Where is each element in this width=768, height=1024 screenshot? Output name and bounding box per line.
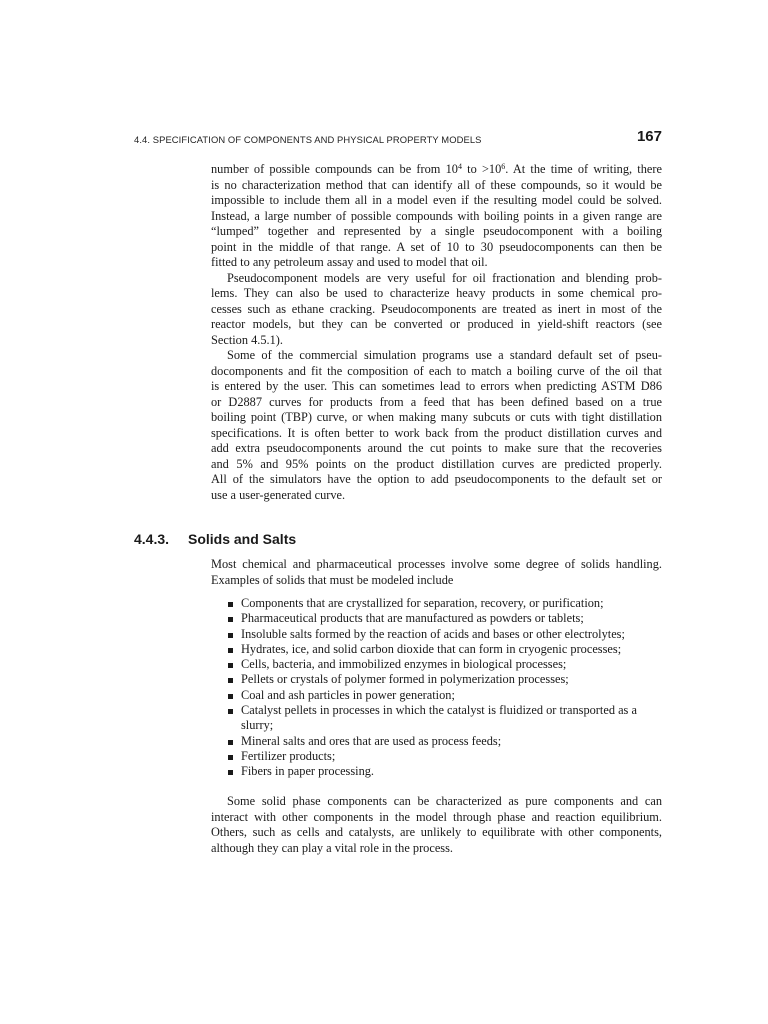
paragraph-lumping xyxy=(211,162,662,271)
list-item: Mineral salts and ores that are used as process feeds; xyxy=(226,734,662,749)
text-line: add extra pseudocomponents around the cut points to make sure that the recoveries xyxy=(211,441,662,455)
text-line: Examples of solids that must be modeled include xyxy=(211,572,454,587)
text-line: point in the middle of that range. A set of 10 to 30 pseudocomponents can then be xyxy=(211,239,662,254)
text-line: and 5% and 95% points on the product distillation curves are predicted properly. xyxy=(211,456,662,471)
list-item: Coal and ash particles in power generation; xyxy=(226,688,662,703)
bullet-square-icon xyxy=(228,740,233,745)
list-item: Components that are crystallized for separation, recovery, or purification; xyxy=(226,596,662,611)
section-number: 4.4.3. xyxy=(134,531,170,547)
solids-examples-list xyxy=(226,596,662,780)
text-line: or D2887 curves for products from a feed that has been defined based on a true xyxy=(211,394,662,409)
text-line: use a user-generated curve. xyxy=(211,487,346,502)
continued-text xyxy=(211,162,662,503)
bullet-square-icon xyxy=(228,770,233,775)
bullet-square-icon xyxy=(228,648,233,653)
text-line: Some solid phase components can be characterized as pure components and can xyxy=(227,794,662,808)
paragraph-pseudocomponent-models xyxy=(211,271,662,349)
text-line: lems. They can also be used to characterize heavy products in some chemical pro- xyxy=(211,286,662,300)
closing-text xyxy=(211,794,662,856)
bullet-square-icon xyxy=(228,678,233,683)
list-item: Cells, bacteria, and immobilized enzymes in biological processes; xyxy=(226,657,662,672)
section-title: Solids and Salts xyxy=(188,531,297,547)
bullet-square-icon xyxy=(228,602,233,607)
list-item: Fibers in paper processing. xyxy=(226,764,662,779)
text-line: Others, such as cells and catalysts, are unlikely to equilibrate with other components, xyxy=(211,825,662,839)
text-line: fitted to any petroleum assay and used to model that oil. xyxy=(211,255,488,269)
text-line: number of possible compounds can be from $10^4$ to $>10^6$. At the time of writing, there xyxy=(211,162,662,176)
text-line: is no characterization method that can identify all of these compounds, so it would be xyxy=(211,177,662,192)
paragraph-intro xyxy=(211,557,662,588)
list-item: Catalyst pellets in processes in which the catalyst is fluidized or transported as a slurry; xyxy=(226,703,662,734)
list-item: Pharmaceutical products that are manufactured as powders or tablets; xyxy=(226,611,662,626)
text-line: cesses such as ethane cracking. Pseudocomponents are treated as inert in most of the xyxy=(211,301,662,316)
text-line: specifications. It is often better to work back from the product distillation curves and xyxy=(211,425,662,440)
section-heading xyxy=(134,531,662,547)
text-line: “lumped” together and represented by a single pseudocomponent with a boiling xyxy=(211,224,662,238)
list-item: Pellets or crystals of polymer formed in polymerization processes; xyxy=(226,672,662,687)
text-line: Most chemical and pharmaceutical processes involve some degree of solids handling. xyxy=(211,557,662,571)
text-line: Instead, a large number of possible compounds with boiling points in a given range are xyxy=(211,208,662,223)
list-item: Insoluble salts formed by the reaction of acids and bases or other electrolytes; xyxy=(226,627,662,642)
paragraph-closing xyxy=(211,794,662,856)
bullet-square-icon xyxy=(228,617,233,622)
running-header xyxy=(134,128,662,151)
text-line: Some of the commercial simulation programs use a standard default set of pseu- xyxy=(227,348,662,362)
text-line: boiling point (TBP) curve, or when making many subcuts or cuts with tight distillation xyxy=(211,410,662,424)
bullet-square-icon xyxy=(228,663,233,668)
text-line: impossible to include them all in a model even if the resulting model could be solved. xyxy=(211,193,662,207)
text-line: although they can play a vital role in the process. xyxy=(211,840,453,855)
bullet-square-icon xyxy=(228,633,233,638)
bullet-square-icon xyxy=(228,694,233,699)
bullet-square-icon xyxy=(228,755,233,760)
section-intro xyxy=(211,557,662,588)
text-line: Section 4.5.1). xyxy=(211,332,283,347)
paragraph-simulation-programs xyxy=(211,348,662,503)
list-item: Hydrates, ice, and solid carbon dioxide that can form in cryogenic processes; xyxy=(226,642,662,657)
text-line: is entered by the user. This can sometimes lead to errors when predicting ASTM D86 xyxy=(211,379,662,393)
page-number: 167 xyxy=(636,128,662,145)
text-line: All of the simulators have the option to add pseudocomponents to the default set or xyxy=(211,472,662,486)
running-title: 4.4. SPECIFICATION OF COMPONENTS AND PHYSICAL PROPERTY MODELS xyxy=(134,134,482,145)
text-line: reactor models, but they can be converted or produced in yield-shift reactors (see xyxy=(211,317,662,331)
list-item: Fertilizer products; xyxy=(226,749,662,764)
text-line: Pseudocomponent models are very useful for oil fractionation and blending prob- xyxy=(227,270,662,285)
bullet-square-icon xyxy=(228,709,233,714)
text-line: docomponents and fit the composition of each to match a boiling curve of the oil that xyxy=(211,363,662,378)
text-line: interact with other components in the model through phase and reaction equilibrium. xyxy=(211,809,662,824)
